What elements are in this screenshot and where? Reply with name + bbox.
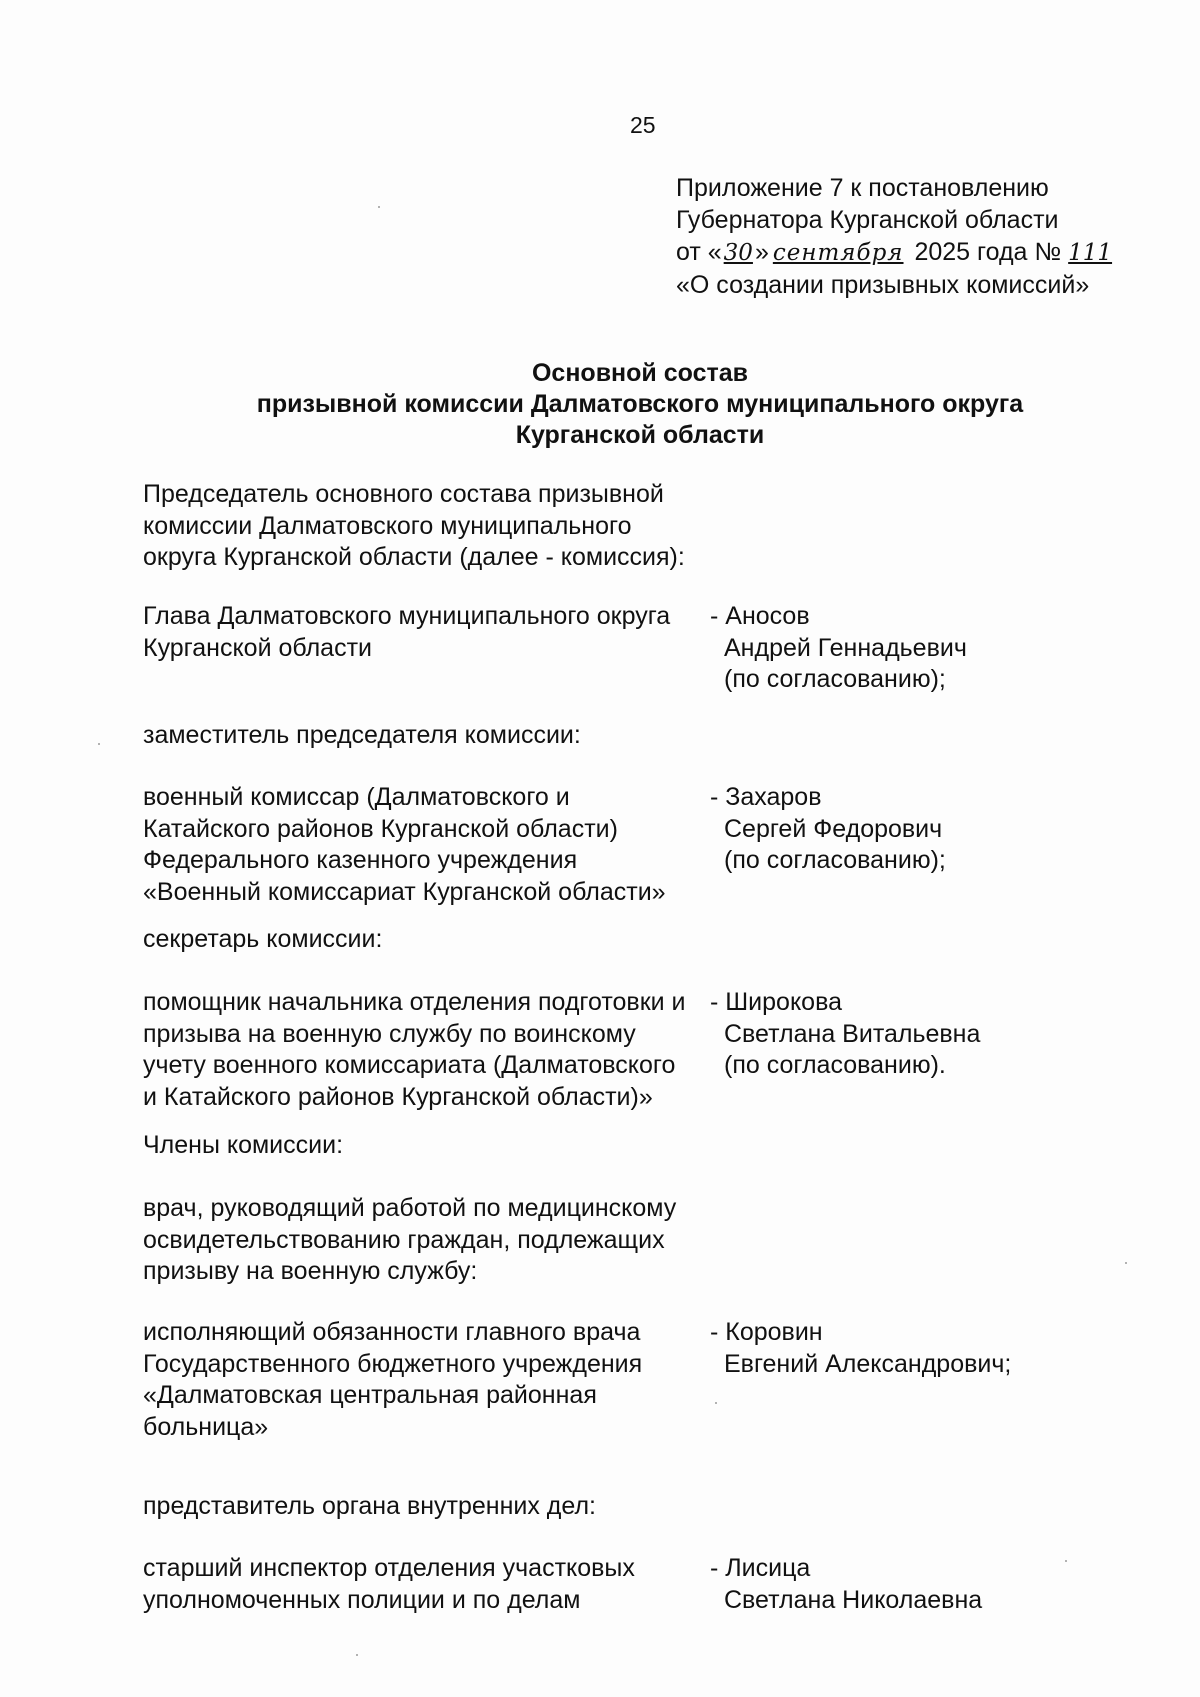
secretary-person xyxy=(710,987,981,1082)
person-surname: - Захаров xyxy=(710,783,822,811)
scan-speck xyxy=(98,743,100,745)
person-note: (по согласованию); xyxy=(724,846,946,874)
text-line: старший инспектор отделения участковых xyxy=(143,1554,635,1582)
annex-line-1: Приложение 7 к постановлению xyxy=(676,174,1049,202)
document-title xyxy=(120,358,1160,451)
annex-line-3 xyxy=(676,236,1112,269)
annex-line-4: «О создании призывных комиссий» xyxy=(676,271,1090,299)
deputy-header: заместитель председателя комиссии: xyxy=(143,721,581,749)
text-line: комиссии Далматовского муниципального xyxy=(143,511,632,540)
chairman-position xyxy=(143,601,670,664)
deputy-person xyxy=(710,782,946,877)
doctor-position xyxy=(143,1317,642,1443)
scan-speck xyxy=(1125,1262,1127,1264)
police-person xyxy=(710,1553,983,1616)
title-line-1: Основной состав xyxy=(531,359,749,387)
secretary-position xyxy=(143,987,686,1113)
title-line-3: Курганской области xyxy=(515,421,765,449)
text-line: больница» xyxy=(143,1412,269,1441)
chairman-person xyxy=(710,601,967,696)
annex-line-2: Губернатора Курганской области xyxy=(676,206,1059,234)
text-line: «Военный комиссариат Курганской области» xyxy=(143,877,666,906)
person-surname: - Широкова xyxy=(710,988,842,1016)
scan-speck xyxy=(378,206,380,208)
person-name: Андрей Геннадьевич xyxy=(724,633,967,662)
police-header: представитель органа внутренних дел: xyxy=(143,1492,597,1520)
scan-speck xyxy=(1065,1560,1067,1562)
text-line: Председатель основного состава призывной xyxy=(143,480,664,508)
person-name: Светлана Николаевна xyxy=(724,1585,983,1614)
text-line: исполняющий обязанности главного врача xyxy=(143,1318,641,1346)
title-line-2: призывной комиссии Далматовского муниципального округа xyxy=(256,390,1024,418)
handwritten-month: сентября xyxy=(772,240,904,266)
person-note: (по согласованию). xyxy=(724,1051,946,1079)
person-surname: - Лисица xyxy=(710,1554,811,1582)
text-line: Государственного бюджетного учреждения xyxy=(143,1349,643,1378)
text-line: Федерального казенного учреждения xyxy=(143,846,578,874)
text-line: освидетельствованию граждан, подлежащих xyxy=(143,1225,665,1254)
text-line: врач, руководящий работой по медицинскому xyxy=(143,1194,677,1222)
person-name: Светлана Витальевна xyxy=(724,1019,981,1048)
text-line: уполномоченных полиции и по делам xyxy=(143,1585,581,1614)
person-name: Евгений Александрович; xyxy=(724,1349,1012,1378)
annex-year: 2025 года № xyxy=(907,238,1069,266)
handwritten-day: 30 xyxy=(723,240,753,266)
page-number: 25 xyxy=(630,112,656,138)
text-line: Глава Далматовского муниципального округа xyxy=(143,602,671,630)
scan-speck xyxy=(356,1654,358,1656)
person-surname: - Аносов xyxy=(710,602,810,630)
annex-header xyxy=(676,172,1112,301)
text-line: призыва на военную службу по воинскому xyxy=(143,1019,636,1048)
text-line: и Катайского районов Курганской области)» xyxy=(143,1082,653,1111)
scan-speck xyxy=(715,1402,717,1404)
person-surname: - Коровин xyxy=(710,1318,823,1346)
chairman-header xyxy=(143,479,685,574)
text-line: учету военного комиссариата (Далматовского xyxy=(143,1051,676,1079)
annex-date-quote: » xyxy=(754,238,769,266)
doctor-header xyxy=(143,1193,676,1288)
text-line: округа Курганской области (далее - комиссия): xyxy=(143,543,685,571)
person-note: (по согласованию); xyxy=(724,665,946,693)
members-header: Члены комиссии: xyxy=(143,1131,344,1159)
deputy-position xyxy=(143,782,666,908)
text-line: помощник начальника отделения подготовки и xyxy=(143,988,686,1016)
police-position xyxy=(143,1553,635,1616)
text-line: призыву на военную службу: xyxy=(143,1257,478,1285)
text-line: военный комиссар (Далматовского и xyxy=(143,783,570,811)
handwritten-number: 111 xyxy=(1068,240,1113,266)
doctor-person xyxy=(710,1317,1012,1380)
text-line: Курганской области xyxy=(143,633,373,662)
text-line: «Далматовская центральная районная xyxy=(143,1381,597,1409)
secretary-header: секретарь комиссии: xyxy=(143,925,383,953)
person-name: Сергей Федорович xyxy=(724,814,943,843)
annex-date-prefix: от « xyxy=(676,238,722,266)
text-line: Катайского районов Курганской области) xyxy=(143,814,618,843)
